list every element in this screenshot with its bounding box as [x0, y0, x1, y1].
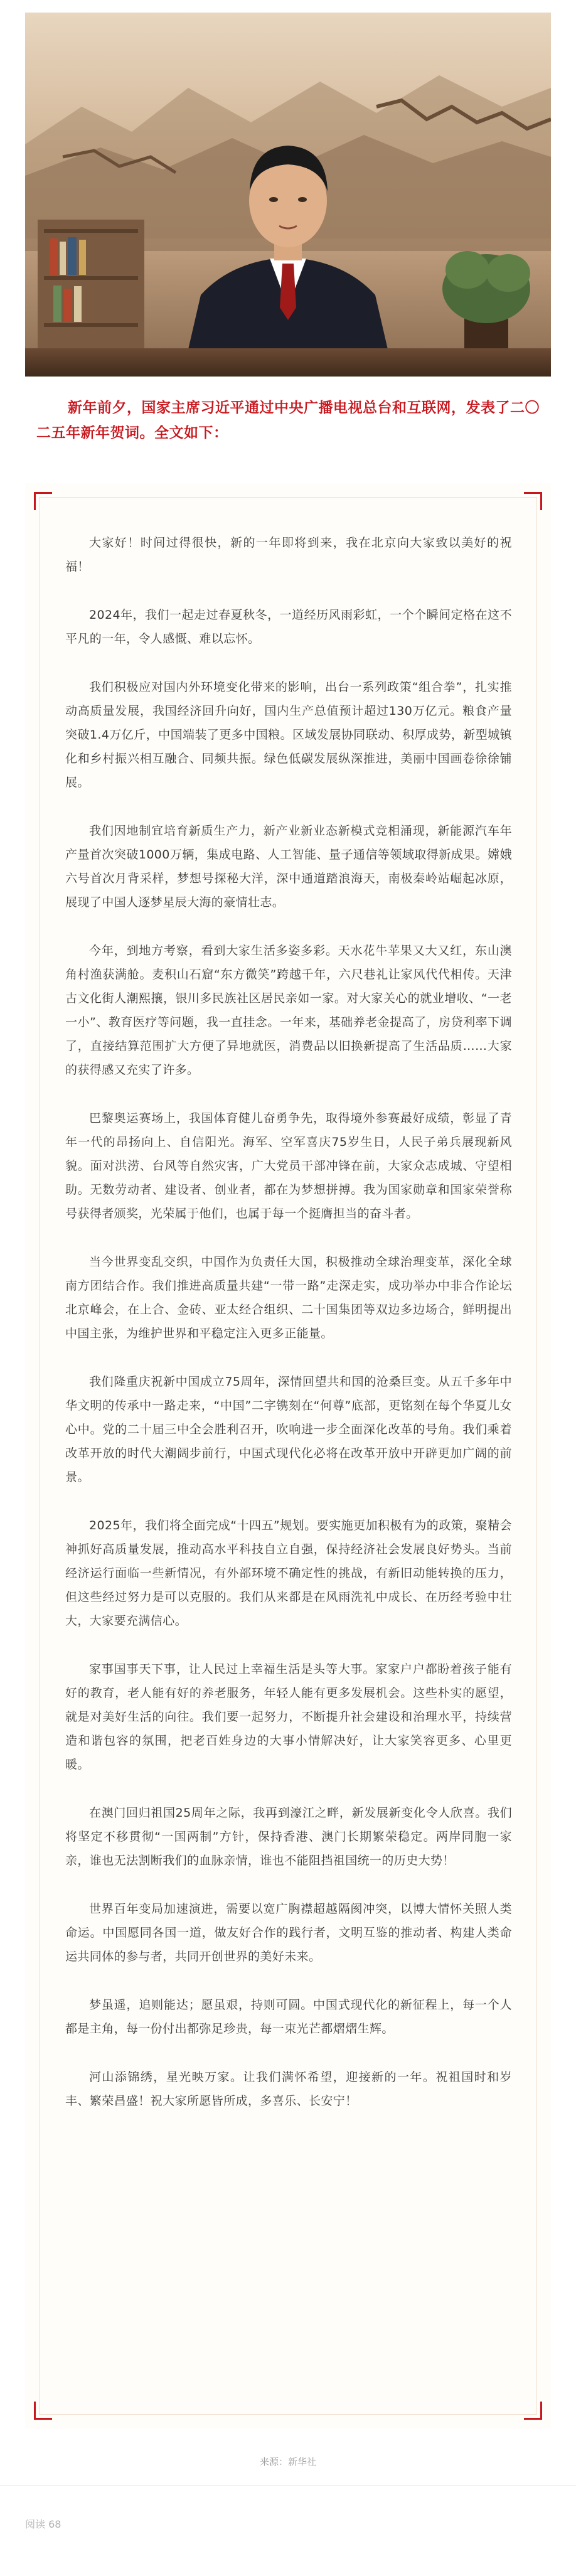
- letter-body: [65, 531, 512, 2137]
- paragraph: 当今世界变乱交织，中国作为负责任大国，积极推动全球治理变革，深化全球南方团结合作。我们推进高质量共建“一带一路”走深走实，成功举办中非合作论坛北京峰会，在上合、金砖、亚太经合组织、二十国集团等双边多边场合，鲜明提出中国主张，为维护世界和平稳定注入更多正能量。: [65, 1255, 512, 1340]
- paragraph-closing: 河山添锦绣，星光映万家。让我们满怀希望，迎接新的一年。祝祖国时和岁丰、繁荣昌盛！祝大家所愿皆所成，多喜乐、长安宁！: [65, 2070, 512, 2108]
- corner-ornament: [524, 492, 542, 510]
- paragraph: 2025年，我们将全面完成“十四五”规划。要实施更加积极有为的政策，聚精会神抓好高质量发展，推动高水平科技自立自强，保持经济社会发展良好势头。当前经济运行面临一些新情况，有外部环境不确定性的挑战，有新旧动能转换的压力，但这些经过努力是可以克服的。我们从来都是在风雨洗礼中成长、在历经考验中壮大，大家要充满信心。: [65, 1519, 512, 1628]
- paragraph: 家事国事天下事，让人民过上幸福生活是头等大事。家家户户都盼着孩子能有好的教育，老人能有好的养老服务，年轻人能有更多发展机会。这些朴实的愿望，就是对美好生活的向往。我们要一起努力，不断提升社会建设和治理水平，持续营造和谐包容的氛围，把老百姓身边的大事小情解决好，让大家笑容更多、心里更暖。: [65, 1662, 512, 1772]
- paragraph: 今年，到地方考察，看到大家生活多姿多彩。天水花牛苹果又大又红，东山澳角村渔获满舱。麦积山石窟“东方微笑”跨越千年，六尺巷礼让家风代代相传。天津古文化街人潮熙攘，银川多民族社区居民亲如一家。对大家关心的就业增收、“一老一小”、教育医疗等问题，我一直挂念。一年来，基础养老金提高了，房贷利率下调了，直接结算范围扩大方便了异地就医，消费品以旧换新提高了生活品质……大家的获得感又充实了许多。: [65, 944, 512, 1077]
- hero-photo: [25, 13, 551, 377]
- intro-paragraph: 新年前夕，国家主席习近平通过中央广播电视总台和互联网，发表了二〇二五年新年贺词。全文如下：: [36, 400, 540, 441]
- corner-ornament: [524, 2402, 542, 2420]
- paragraph: 在澳门回归祖国25周年之际，我再到濠江之畔，新发展新变化令人欣喜。我们将坚定不移贯彻“一国两制”方针，保持香港、澳门长期繁荣稳定。两岸同胞一家亲，谁也无法割断我们的血脉亲情，谁也不能阻挡祖国统一的历史大势！: [65, 1806, 512, 1868]
- paragraph: 我们积极应对国内外环境变化带来的影响，出台一系列政策“组合拳”，扎实推动高质量发展，我国经济回升向好，国内生产总值预计超过130万亿元。粮食产量突破1.4万亿斤，中国端装了更多中国粮。区域发展协同联动、积厚成势，新型城镇化和乡村振兴相互融合、同频共振。绿色低碳发展纵深推进，美丽中国画卷徐徐铺展。: [65, 680, 512, 789]
- paragraph: 梦虽遥，追则能达；愿虽艰，持则可圆。中国式现代化的新征程上，每一个人都是主角，每一份付出都弥足珍贵，每一束光芒都熠熠生辉。: [65, 1998, 512, 2036]
- paragraph: 巴黎奥运赛场上，我国体育健儿奋勇争先，取得境外参赛最好成绩，彰显了青年一代的昂扬向上、自信阳光。海军、空军喜庆75岁生日，人民子弟兵展现新风貌。面对洪涝、台风等自然灾害，广大党员干部冲锋在前，大家众志成城、守望相助。无数劳动者、建设者、创业者，都在为梦想拼搏。我为国家勋章和国家荣誉称号获得者颁奖，光荣属于他们，也属于每一个挺膺担当的奋斗者。: [65, 1111, 512, 1221]
- corner-ornament: [34, 492, 52, 510]
- paragraph: 2024年，我们一起走过春夏秋冬，一道经历风雨彩虹，一个个瞬间定格在这不平凡的一年，令人感慨、难以忘怀。: [65, 608, 512, 646]
- paragraph: 我们隆重庆祝新中国成立75周年，深情回望共和国的沧桑巨变。从五千多年中华文明的传承中一路走来，“中国”二字镌刻在“何尊”底部，更铭刻在每个华夏儿女心中。党的二十届三中全会胜利召开，吹响进一步全面深化改革的号角。我们乘着改革开放的时代大潮阔步前行，中国式现代化必将在改革开放中开辟更加广阔的前景。: [65, 1375, 512, 1484]
- letter-frame: [25, 483, 551, 2429]
- paragraph: 我们因地制宜培育新质生产力，新产业新业态新模式竞相涌现，新能源汽车年产量首次突破1000万辆，集成电路、人工智能、量子通信等领域取得新成果。嫦娥六号首次月背采样，梦想号探秘大洋，深中通道踏浪海天，南极秦岭站崛起冰原，展现了中国人逐梦星辰大海的豪情壮志。: [65, 824, 512, 909]
- corner-ornament: [34, 2402, 52, 2420]
- speech-photo-illustration: [25, 13, 551, 377]
- paragraph-greeting: 大家好！时间过得很快，新的一年即将到来，我在北京向大家致以美好的祝福！: [65, 536, 512, 574]
- source-credit: 来源：新华社: [259, 2456, 316, 2467]
- divider: [0, 2485, 576, 2486]
- read-count: 阅读 68: [25, 2518, 61, 2530]
- paragraph: 世界百年变局加速演进，需要以宽广胸襟超越隔阂冲突，以博大情怀关照人类命运。中国愿同各国一道，做友好合作的践行者，文明互鉴的推动者、构建人类命运共同体的参与者，共同开创世界的美好未来。: [65, 1902, 512, 1964]
